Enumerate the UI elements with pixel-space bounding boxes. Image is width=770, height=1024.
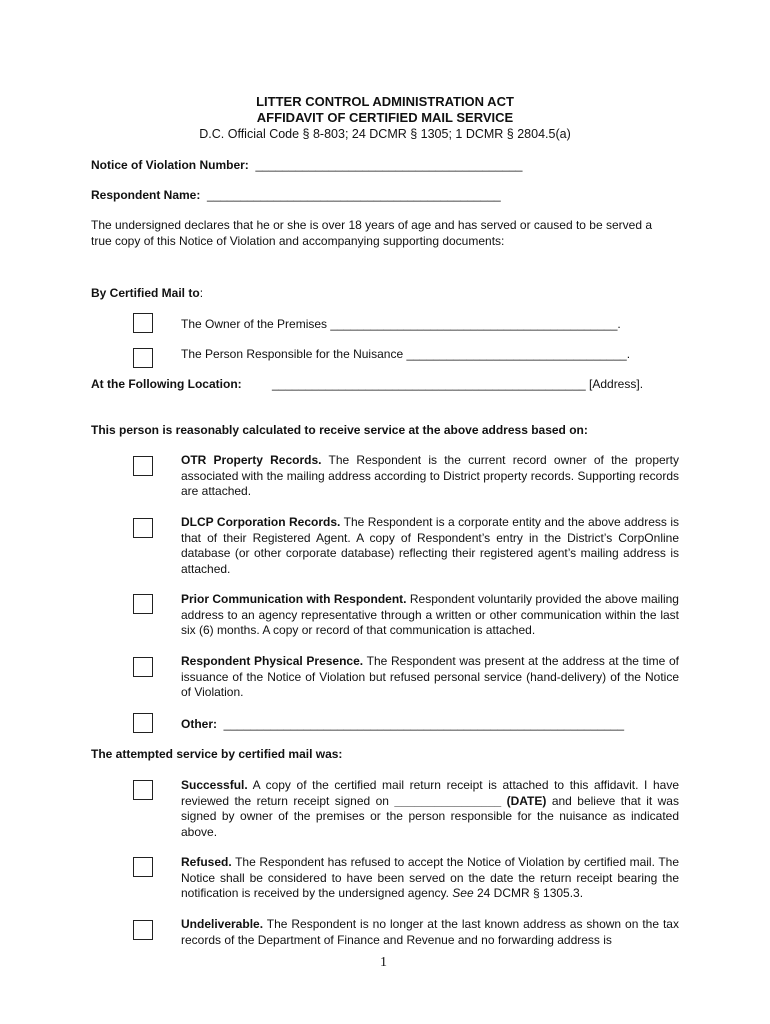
successful-description-b: and believe that it was signed by owner of the premises or the person responsible for the nuisance as indicated above. bbox=[181, 793, 679, 839]
physical-presence-title: Respondent Physical Presence. bbox=[181, 654, 364, 668]
dlcp-records-text bbox=[181, 515, 679, 577]
physical-presence-checkbox[interactable] bbox=[133, 657, 153, 677]
nov-number-blank[interactable]: ________________________________________ bbox=[255, 158, 523, 172]
otr-records-text bbox=[181, 453, 679, 500]
otr-records-checkbox[interactable] bbox=[133, 456, 153, 476]
form-title: LITTER CONTROL ADMINISTRATION ACT bbox=[256, 94, 514, 109]
respondent-name-label: Respondent Name: bbox=[91, 188, 201, 202]
prior-communication-description: Respondent voluntarily provided the above mailing address to an agency representative through a written or other communication within the last six (6) months. A copy or record of that communication is attached. bbox=[181, 592, 679, 638]
certified-mail-heading bbox=[91, 285, 203, 301]
citation: D.C. Official Code § 8-803; 24 DCMR § 1305; 1 DCMR § 2804.5(a) bbox=[199, 127, 571, 141]
page-number: 1 bbox=[380, 955, 387, 970]
respondent-name-field[interactable] bbox=[91, 187, 501, 203]
declaration-line-2: true copy of this Notice of Violation and accompanying supporting documents: bbox=[91, 234, 505, 248]
prior-communication-text bbox=[181, 592, 679, 639]
form-subtitle: AFFIDAVIT OF CERTIFIED MAIL SERVICE bbox=[256, 110, 514, 125]
responsible-person-checkbox[interactable] bbox=[133, 348, 153, 368]
physical-presence-text bbox=[181, 654, 679, 701]
successful-date-label: (DATE) bbox=[506, 793, 547, 808]
certified-mail-label: By Certified Mail to bbox=[91, 286, 200, 300]
successful-date-blank[interactable]: ________________ bbox=[394, 793, 502, 808]
successful-title: Successful. bbox=[181, 778, 248, 792]
prior-communication-checkbox[interactable] bbox=[133, 594, 153, 614]
dlcp-records-checkbox[interactable] bbox=[133, 518, 153, 538]
attempted-service-heading: The attempted service by certified mail was: bbox=[91, 747, 343, 761]
other-label: Other: bbox=[181, 717, 217, 731]
dlcp-records-description: The Respondent is a corporate entity and the above address is that of their Registered Agent. A copy of Respondent’s entry in the District’s CorpOnline database (or other corporate database) reflecting their registered agent’s mailing address is attached. bbox=[181, 515, 679, 576]
location-label: At the Following Location: bbox=[91, 377, 242, 391]
other-blank[interactable]: ____________________________________________________________ bbox=[223, 717, 625, 731]
nov-number-field[interactable] bbox=[91, 157, 522, 173]
prior-communication-title: Prior Communication with Respondent. bbox=[181, 592, 407, 606]
dlcp-records-title: DLCP Corporation Records. bbox=[181, 515, 341, 529]
declaration-line-1: The undersigned declares that he or she is over 18 years of age and has served or caused to be served a bbox=[91, 218, 653, 232]
undeliverable-title: Undeliverable. bbox=[181, 917, 264, 931]
certified-mail-colon: : bbox=[199, 286, 204, 300]
nov-number-label: Notice of Violation Number: bbox=[91, 158, 249, 172]
owner-option: The Owner of the Premises ___________________________________________. bbox=[181, 317, 621, 331]
other-checkbox[interactable] bbox=[133, 713, 153, 733]
responsible-person-option: The Person Responsible for the Nuisance _________________________________. bbox=[181, 347, 631, 361]
physical-presence-description: The Respondent was present at the address at the time of issuance of the Notice of Violation but refused personal service (hand-delivery) of the Notice of Violation. bbox=[181, 654, 680, 700]
undeliverable-text bbox=[181, 917, 679, 948]
otr-records-title: OTR Property Records. bbox=[181, 453, 322, 467]
other-field[interactable] bbox=[181, 716, 624, 732]
refused-citation: 24 DCMR § 1305.3. bbox=[477, 886, 584, 901]
undeliverable-description: The Respondent is no longer at the last known address as shown on the tax records of the Department of Finance and Revenue and no forwarding address is bbox=[181, 917, 679, 947]
successful-description-a: A copy of the certified mail return receipt is attached to this affidavit. I have reviewed the return receipt signed on bbox=[181, 778, 679, 808]
undeliverable-checkbox[interactable] bbox=[133, 920, 153, 940]
basis-heading: This person is reasonably calculated to receive service at the above address based on: bbox=[91, 423, 588, 437]
location-blank[interactable]: _______________________________________________ [Address]. bbox=[272, 377, 644, 391]
successful-checkbox[interactable] bbox=[133, 780, 153, 800]
refused-description: The Respondent has refused to accept the Notice of Violation by certified mail. The Notice shall be considered to have been served on the date the return receipt bearing the notification is received by the undersigned agency. bbox=[181, 855, 679, 901]
respondent-name-blank[interactable]: ____________________________________________ bbox=[207, 188, 501, 202]
successful-text bbox=[181, 778, 679, 840]
otr-records-description: The Respondent is the current record owner of the property associated with the mailing address according to District property records. Supporting records are attached. bbox=[181, 453, 679, 499]
refused-text bbox=[181, 855, 679, 902]
refused-see: See bbox=[452, 886, 474, 901]
refused-title: Refused. bbox=[181, 855, 232, 869]
owner-checkbox[interactable] bbox=[133, 313, 153, 333]
refused-checkbox[interactable] bbox=[133, 857, 153, 877]
